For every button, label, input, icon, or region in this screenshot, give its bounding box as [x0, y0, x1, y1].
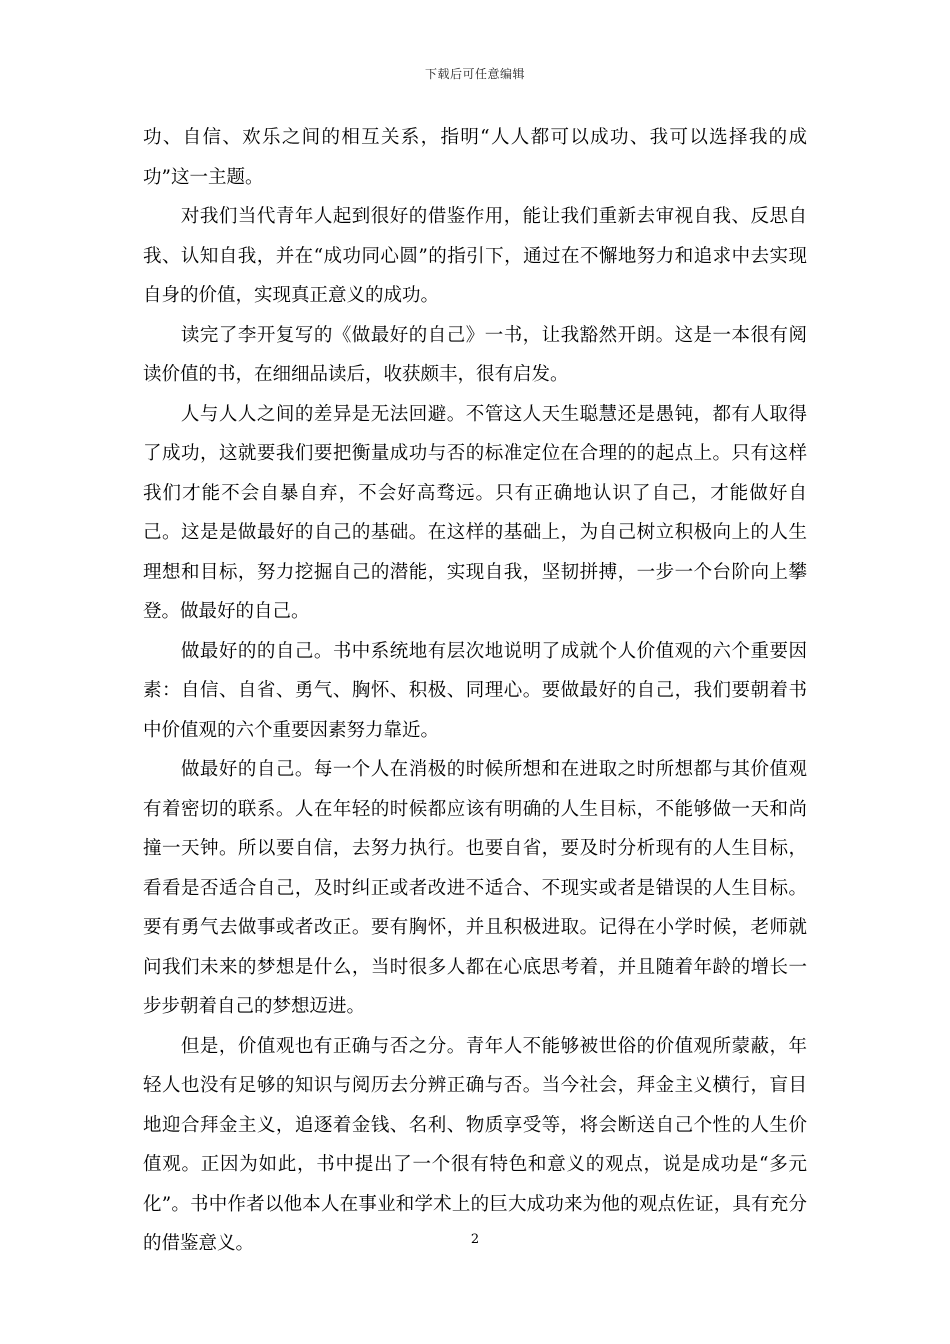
paragraph: 做最好的自己。每一个人在消极的时候所想和在进取之时所想都与其价值观有着密切的联系。人在年轻的时候都应该有明确的人生目标，不能够做一天和尚撞一天钟。所以要自信，去努力执行。也要自省，要及时分析现有的人生目标，看看是否适合自己，及时纠正或者改进不适合、不现实或者是错误的人生目标。要有勇气去做事或者改正。要有胸怀，并且积极进取。记得在小学时候，老师就问我们未来的梦想是什么，当时很多人都在心底思考着，并且随着年龄的增长一步步朝着自己的梦想迈进。 — [143, 759, 807, 1017]
paragraph-continuation: 功、自信、欢乐之间的相互关系，指明“人人都可以成功、我可以选择我的成功”这一主题。 — [143, 127, 807, 188]
page-header: 下载后可任意编辑 — [424, 67, 525, 81]
paragraph: 人与人人之间的差异是无法回避。不管这人天生聪慧还是愚钝，都有人取得了成功，这就要我们要把衡量成功与否的标准定位在合理的的起点上。只有这样我们才能不会自暴自弃，不会好高骛远。只有正确地认识了自己，才能做好自己。这是是做最好的自己的基础。在这样的基础上，为自己树立积极向上的人生理想和目标，努力挖掘自己的潜能，实现自我，坚韧拼搏，一步一个台阶向上攀登。做最好的自己。 — [143, 403, 807, 622]
paragraph: 做最好的的自己。书中系统地有层次地说明了成就个人价值观的六个重要因素：自信、自省、勇气、胸怀、积极、同理心。要做最好的自己，我们要朝着书中价值观的六个重要因素努力靠近。 — [143, 640, 807, 741]
document-body — [143, 118, 807, 1264]
paragraph: 但是，价值观也有正确与否之分。青年人不能够被世俗的价值观所蒙蔽，年轻人也没有足够的知识与阅历去分辨正确与否。当今社会，拜金主义横行，盲目地迎合拜金主义，追逐着金钱、名利、物质享受等，将会断送自己个性的人生价值观。正因为如此，书中提出了一个很有特色和意义的观点，说是成功是“多元化”。书中作者以他本人在事业和学术上的巨大成功来为他的观点佐证，具有充分的借鉴意义。 — [143, 1035, 807, 1254]
paragraph: 读完了李开复写的《做最好的自己》一书，让我豁然开朗。这是一本很有阅读价值的书，在细细品读后，收获颇丰，很有启发。 — [143, 324, 807, 385]
paragraph: 对我们当代青年人起到很好的借鉴作用，能让我们重新去审视自我、反思自我、认知自我，并在“成功同心圆”的指引下，通过在不懈地努力和追求中去实现自身的价值，实现真正意义的成功。 — [143, 206, 807, 306]
page-number: 2 — [470, 1232, 480, 1247]
